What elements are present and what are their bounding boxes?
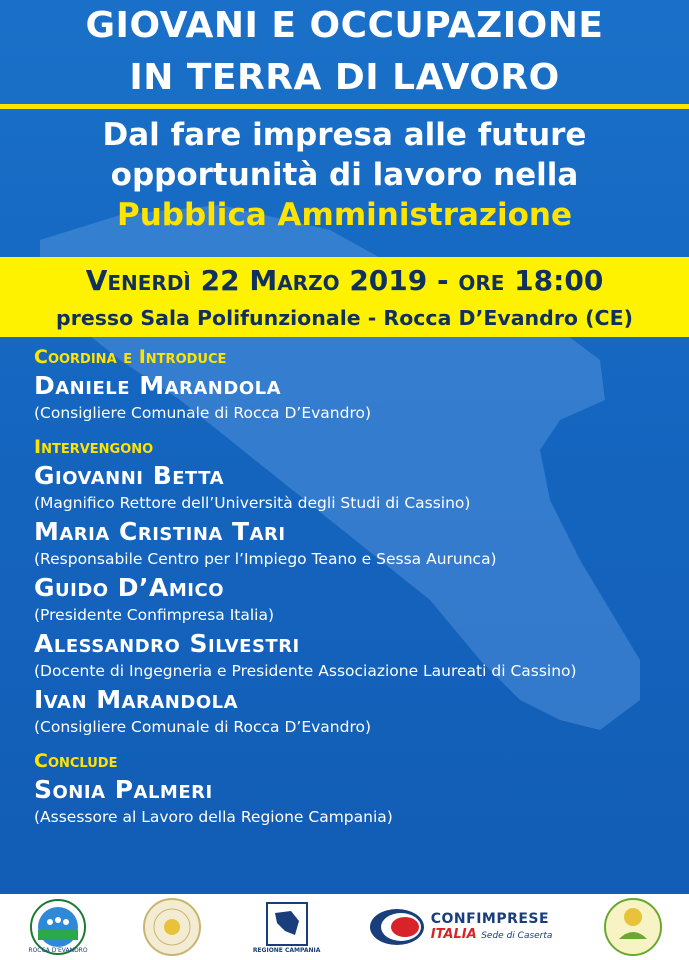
- subtitle-line-2: opportunità di lavoro nella: [110, 157, 579, 193]
- program: [34, 344, 674, 828]
- concluder-role: (Assessore al Lavoro della Regione Campania): [34, 808, 393, 826]
- university-seal-logo: [140, 897, 204, 957]
- speaker-role: (Magnifico Rettore dell’Università degli Studi di Cassino): [34, 494, 471, 512]
- rocca-evandro-logo: [24, 898, 92, 956]
- concluder-name: Sonia Palmeri: [34, 775, 213, 804]
- confimprese-top: CONFIMPRESE: [430, 910, 550, 927]
- subtitle-highlight: Pubblica Amministrazione: [117, 197, 572, 233]
- subtitle: [0, 115, 689, 235]
- speaker-role: (Docente di Ingegneria e Presidente Associazione Laureati di Cassino): [34, 662, 577, 680]
- event-date: Venerdì 22 Marzo 2019 - ore 18:00: [85, 264, 604, 297]
- speaker-name: Ivan Marandola: [34, 685, 239, 714]
- civic-movement-logo-icon: [24, 898, 92, 956]
- confimprese-sede: Sede di Caserta: [481, 930, 553, 941]
- coordinator-name: Daniele Marandola: [34, 371, 282, 400]
- logo3-caption: REGIONE CAMPANIA: [252, 946, 321, 954]
- speaker-role: (Responsabile Centro per l’Impiego Teano e Sessa Aurunca): [34, 550, 497, 568]
- speaker-name: Guido D’Amico: [34, 573, 224, 602]
- title-divider: [0, 104, 689, 109]
- title-line-2: IN TERRA DI LAVORO: [129, 57, 560, 98]
- logo1-caption: ROCCA D'EVANDRO: [28, 947, 88, 954]
- association-logo: [601, 897, 665, 957]
- coordinator-role: (Consigliere Comunale di Rocca D’Evandro): [34, 404, 372, 422]
- speakers-label: Intervengono: [34, 436, 154, 458]
- main-title: [0, 0, 689, 104]
- confimprese-bottom: ITALIA: [430, 926, 477, 942]
- speaker-role: (Presidente Confimpresa Italia): [34, 606, 275, 624]
- speaker-name: Giovanni Betta: [34, 461, 225, 490]
- title-line-1: GIOVANI E OCCUPAZIONE: [85, 5, 604, 46]
- speaker-name: Alessandro Silvestri: [34, 629, 300, 658]
- speaker-role: (Consigliere Comunale di Rocca D’Evandro): [34, 718, 372, 736]
- seal-icon: [140, 897, 204, 957]
- confimprese-logo: [369, 907, 553, 947]
- subtitle-line-1: Dal fare impresa alle future: [102, 117, 587, 153]
- date-band: [0, 257, 689, 337]
- regione-campania-logo: [253, 901, 321, 954]
- sponsor-footer: [0, 894, 689, 960]
- coord-label: Coordina e Introduce: [34, 346, 227, 368]
- association-emblem-icon: [601, 897, 665, 957]
- event-place: presso Sala Polifunzionale - Rocca D’Evandro (CE): [56, 306, 633, 330]
- regione-crest-icon: [263, 901, 311, 947]
- concl-label: Conclude: [34, 750, 118, 772]
- confimprese-emblem-icon: [369, 907, 425, 947]
- speaker-name: Maria Cristina Tari: [34, 517, 286, 546]
